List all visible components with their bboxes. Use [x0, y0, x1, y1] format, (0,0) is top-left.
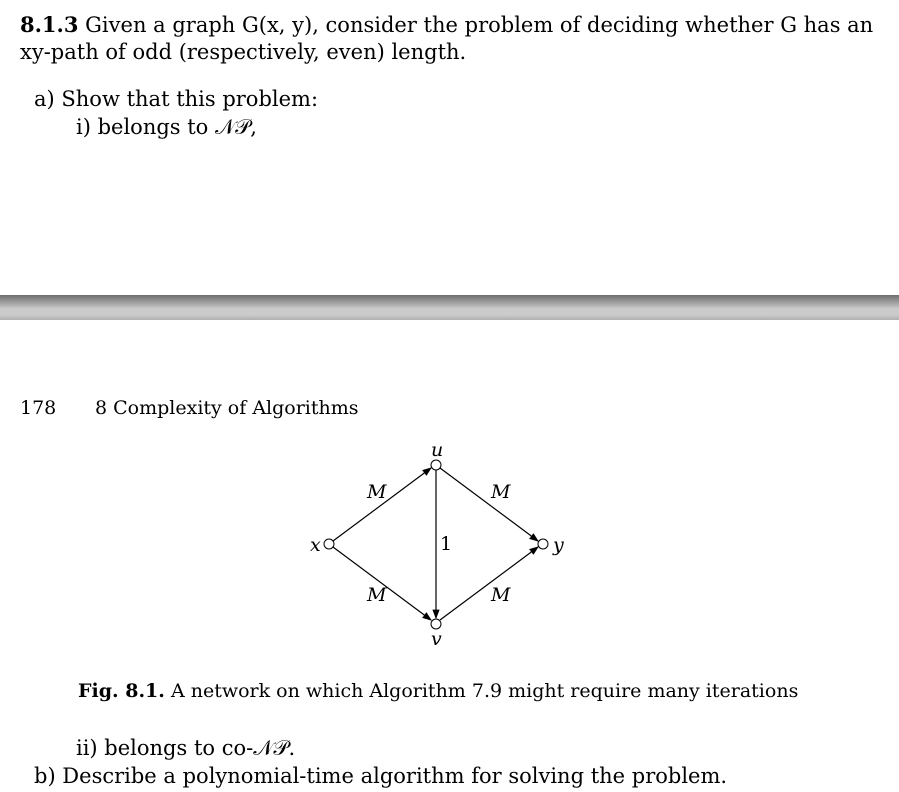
exercise-number: 8.1.3 [20, 12, 79, 37]
part-a: a) Show that this problem: [34, 87, 319, 111]
node-y [538, 539, 548, 549]
chapter-title: 8 Complexity of Algorithms [95, 397, 359, 419]
page-number: 178 [20, 397, 57, 419]
edge-label-xv: M [367, 584, 387, 606]
part-b: b) Describe a polynomial-time algorithm for solving the problem. [34, 764, 728, 788]
edge-xu [333, 468, 431, 541]
figure-caption [78, 680, 798, 702]
edge-uy [440, 468, 538, 541]
node-u [431, 460, 441, 470]
exercise-text-1: Given a graph G(x, y), consider the problem of deciding whether G has an [85, 13, 874, 37]
part-a-ii: ii) belongs to co-𝒩𝒫. [76, 736, 296, 760]
exercise-line-2: xy-path of odd (respectively, even) length. [20, 40, 467, 64]
caption-label: Fig. 8.1. [78, 680, 165, 702]
label-x: x [310, 534, 321, 556]
label-u: u [431, 439, 444, 461]
part-a-i: i) belongs to 𝒩𝒫, [76, 115, 257, 139]
caption-text: A network on which Algorithm 7.9 might require many iterations [170, 680, 799, 702]
edge-vy [440, 547, 538, 620]
label-v: v [431, 628, 442, 650]
edge-label-uy: M [491, 481, 511, 503]
edge-label-uv: 1 [440, 533, 453, 555]
node-x [324, 539, 334, 549]
label-y: y [553, 534, 564, 556]
edge-label-vy: M [491, 584, 511, 606]
edge-label-xu: M [367, 481, 387, 503]
